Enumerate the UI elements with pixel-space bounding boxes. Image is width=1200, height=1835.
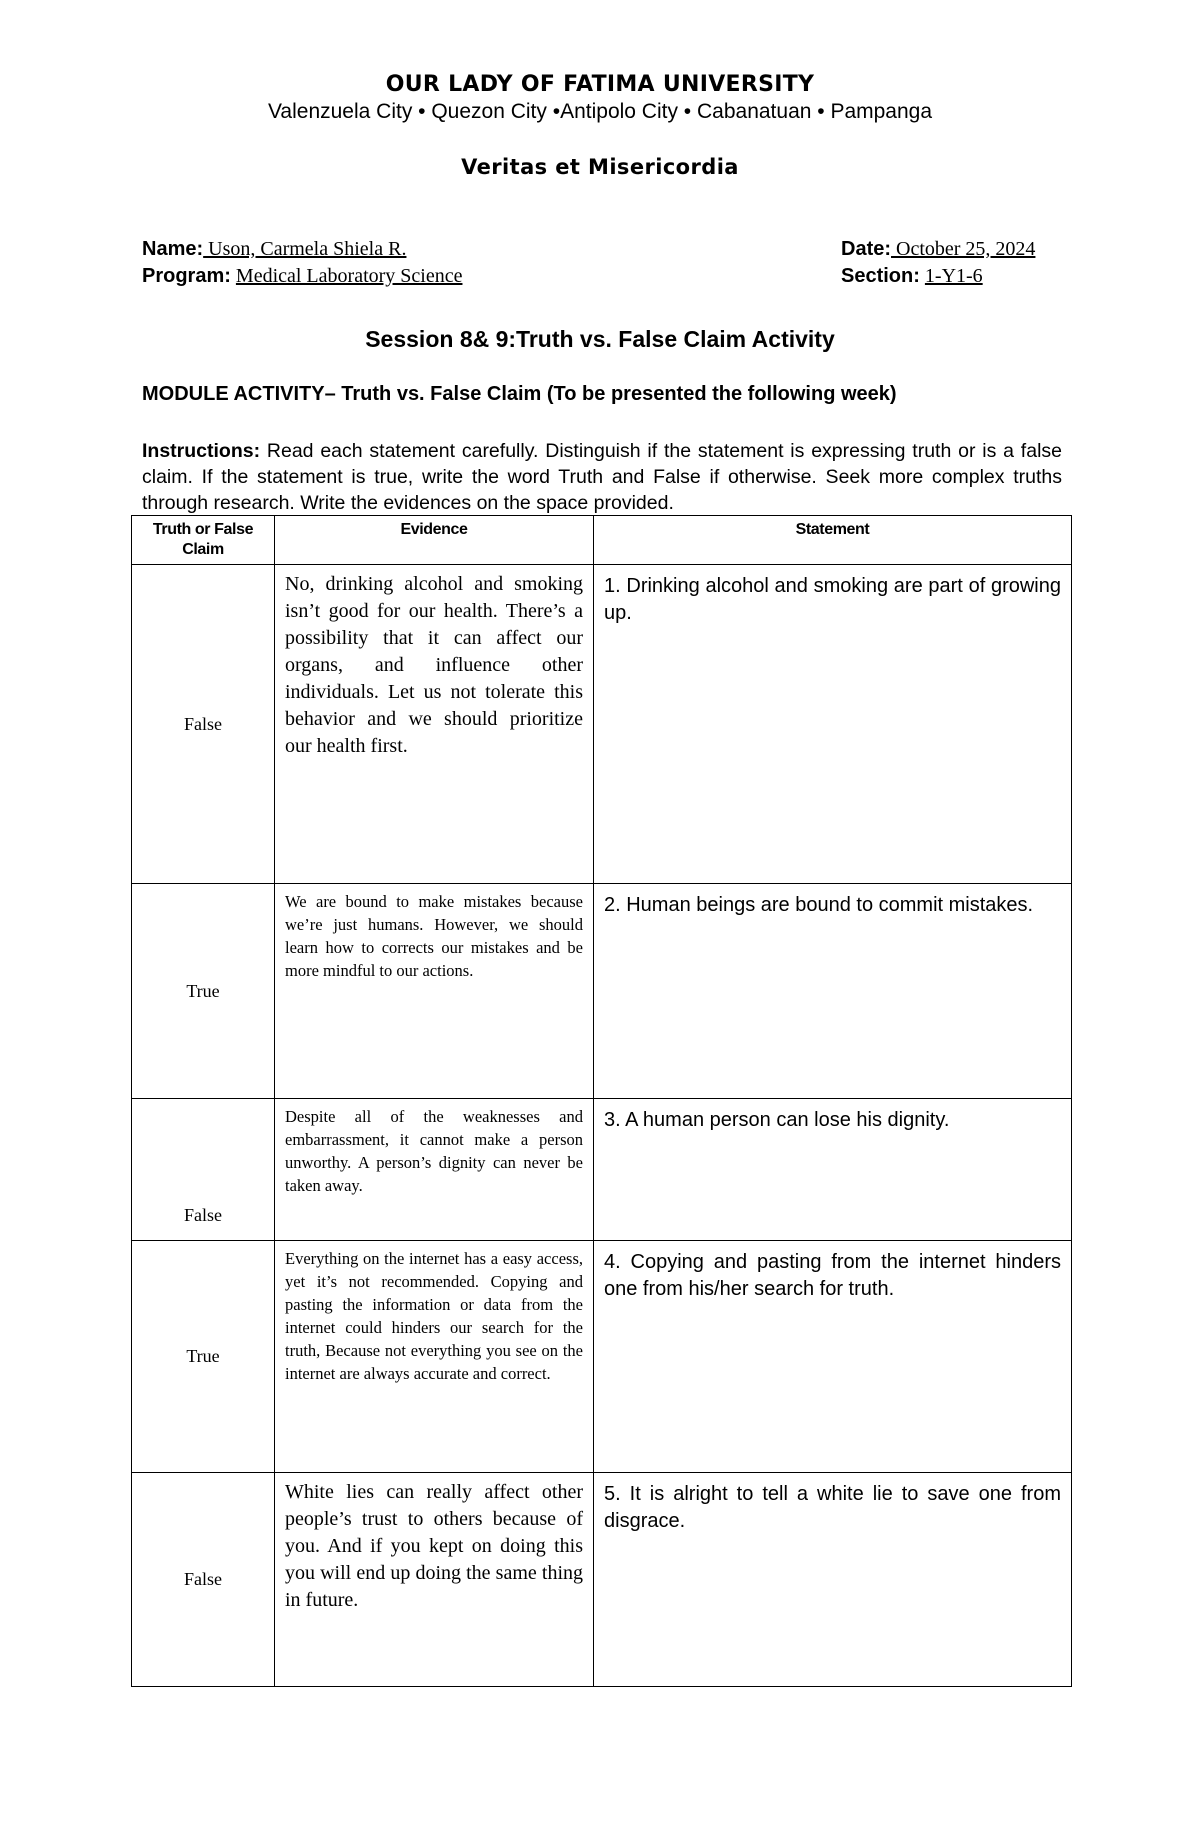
module-title: MODULE ACTIVITY– Truth vs. False Claim (To be presented the following week)	[142, 383, 897, 405]
name-value: Uson, Carmela Shiela R.	[203, 238, 407, 260]
section-label: Section:	[841, 265, 920, 287]
statement-cell: 5. It is alright to tell a white lie to save one from disgrace.	[594, 1473, 1072, 1687]
verdict-cell: True	[132, 1241, 275, 1473]
statement-cell: 3. A human person can lose his dignity.	[594, 1099, 1072, 1241]
instructions	[142, 438, 1062, 516]
header-truth-or-false: Truth or False Claim	[132, 516, 275, 565]
evidence-cell: White lies can really affect other people’s trust to others because of you. And if you kept on doing this you will end up doing the same thing in future.	[275, 1473, 594, 1687]
name-label: Name:	[142, 238, 204, 260]
section-field	[841, 265, 983, 288]
instructions-text: Read each statement carefully. Distinguish if the statement is expressing truth or is a false claim. If the statement is true, write the word Truth and False if otherwise. Seek more complex truths through research. Write the evidences on the space provided.	[142, 440, 1062, 514]
name-field	[142, 238, 406, 261]
verdict-cell: True	[132, 884, 275, 1099]
table-row	[132, 884, 1072, 1099]
instructions-label: Instructions:	[142, 440, 261, 462]
date-value: October 25, 2024	[891, 238, 1036, 260]
program-label: Program:	[142, 265, 231, 287]
evidence-cell: No, drinking alcohol and smoking isn’t good for our health. There’s a possibility that it can affect our organs, and influence other individuals. Let us not tolerate this behavior and we should prioritize our health first.	[275, 565, 594, 884]
statement-cell: 2. Human beings are bound to commit mistakes.	[594, 884, 1072, 1099]
table-row	[132, 1473, 1072, 1687]
evidence-cell: We are bound to make mistakes because we’re just humans. However, we should learn how to corrects our mistakes and be more mindful to our actions.	[275, 884, 594, 1099]
table-row	[132, 565, 1072, 884]
claims-table	[131, 515, 1072, 1687]
table-row	[132, 1241, 1072, 1473]
program-field	[142, 265, 462, 288]
header-statement: Statement	[594, 516, 1072, 565]
university-motto: Veritas et Misericordia	[461, 155, 739, 179]
verdict-cell: False	[132, 1099, 275, 1241]
statement-cell: 4. Copying and pasting from the internet hinders one from his/her search for truth.	[594, 1241, 1072, 1473]
verdict-cell: False	[132, 565, 275, 884]
evidence-cell: Despite all of the weaknesses and embarrassment, it cannot make a person unworthy. A person’s dignity can never be taken away.	[275, 1099, 594, 1241]
program-value: Medical Laboratory Science	[235, 265, 463, 287]
session-title: Session 8& 9:Truth vs. False Claim Activity	[365, 326, 835, 352]
campus-list: Valenzuela City • Quezon City •Antipolo City • Cabanatuan • Pampanga	[267, 100, 933, 123]
table-header-row	[132, 516, 1072, 565]
verdict-cell: False	[132, 1473, 275, 1687]
table-row	[132, 1099, 1072, 1241]
statement-cell: 1. Drinking alcohol and smoking are part of growing up.	[594, 565, 1072, 884]
date-field	[841, 238, 1035, 261]
section-value: 1-Y1-6	[924, 265, 983, 287]
evidence-cell: Everything on the internet has a easy access, yet it’s not recommended. Copying and pasting the information or data from the internet could hinders our search for the truth, Because not everything you see on the internet are always accurate and correct.	[275, 1241, 594, 1473]
date-label: Date:	[841, 238, 892, 260]
header-evidence: Evidence	[275, 516, 594, 565]
university-name: OUR LADY OF FATIMA UNIVERSITY	[385, 72, 815, 97]
